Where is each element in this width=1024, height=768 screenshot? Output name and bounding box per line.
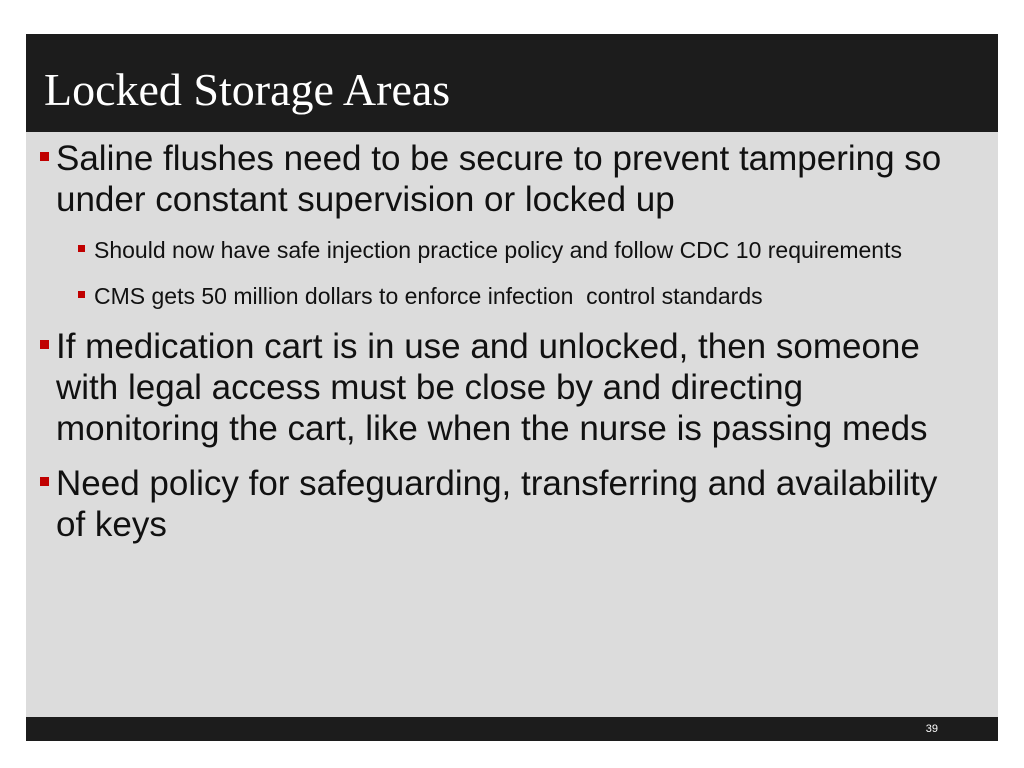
square-bullet-icon	[40, 152, 49, 161]
slide-title: Locked Storage Areas	[44, 64, 451, 115]
sub-bullet-text: Should now have safe injection practice policy and follow CDC 10 requirements	[94, 237, 902, 263]
square-bullet-icon	[40, 340, 49, 349]
bullet-text: Saline flushes need to be secure to prevent tampering so under constant supervision or locked up	[56, 139, 942, 219]
slide-content	[40, 138, 970, 559]
page-number: 39	[925, 723, 938, 735]
square-bullet-icon	[78, 291, 85, 298]
square-bullet-icon	[78, 245, 85, 252]
bullet-text: Need policy for safeguarding, transferring and availability of keys	[56, 464, 938, 544]
bullet-item	[40, 463, 970, 545]
bullet-item	[40, 138, 970, 220]
sub-bullet-item	[40, 234, 964, 266]
bullet-item	[40, 326, 970, 449]
bullet-text: If medication cart is in use and unlocked, then someone with legal access must be close by and directing monitoring the cart, like when the nurse is passing meds	[56, 327, 928, 448]
title-bar	[26, 34, 998, 132]
sub-bullet-text: CMS gets 50 million dollars to enforce infection control standards	[94, 283, 763, 309]
slide	[26, 34, 998, 741]
footer-bar	[26, 717, 998, 741]
square-bullet-icon	[40, 477, 49, 486]
sub-bullet-item	[40, 280, 964, 312]
